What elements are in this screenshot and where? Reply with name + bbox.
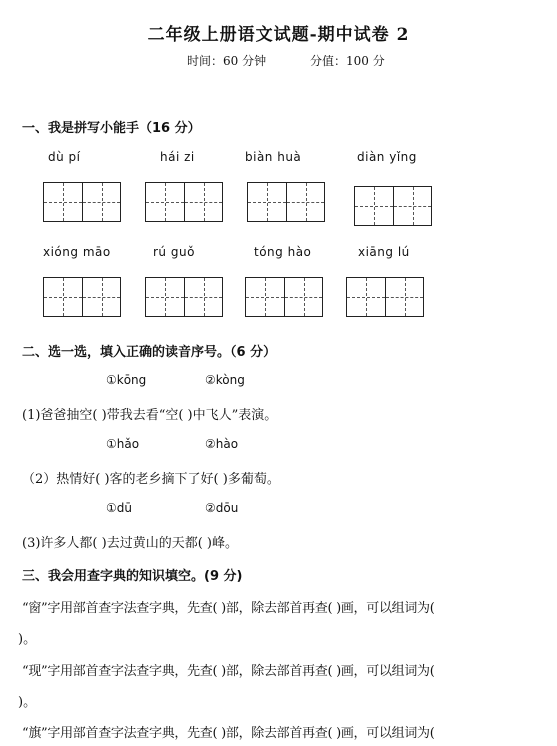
writing-grid[interactable] xyxy=(43,277,121,317)
pinyin-bianhua: biàn huà xyxy=(245,150,302,164)
section1-heading: 一、我是拼写小能手（16 分） xyxy=(22,121,201,136)
writing-grid[interactable] xyxy=(354,186,432,226)
exam-score: 分值：100 分 xyxy=(310,54,385,68)
pinyin-haizi: hái zi xyxy=(160,150,195,164)
writing-grid[interactable] xyxy=(145,182,223,222)
writing-grid[interactable] xyxy=(145,277,223,317)
question-2-1: (1)爸爸抽空( )带我去看“空( )中飞人”表演。 xyxy=(22,408,278,423)
question-2-2: （2）热情好( )客的老乡摘下了好( )多葡萄。 xyxy=(22,472,280,487)
q1-option-a: ①kōng xyxy=(106,373,147,387)
pinyin-xianglu: xiāng lú xyxy=(358,245,410,259)
q1-option-b: ②kòng xyxy=(205,373,245,387)
question-3-2-end: )。 xyxy=(18,695,37,710)
page-title: 二年级上册语文试题-期中试卷 2 xyxy=(147,25,410,45)
writing-grid[interactable] xyxy=(346,277,424,317)
pinyin-ruguo: rú guǒ xyxy=(153,245,195,259)
writing-grid[interactable] xyxy=(247,182,325,222)
writing-grid[interactable] xyxy=(43,182,121,222)
question-3-3: “旗”字用部首查字法查字典，先查( )部，除去部首再查( )画，可以组词为( xyxy=(22,726,435,741)
question-3-1: “窗”字用部首查字法查字典，先查( )部，除去部首再查( )画，可以组词为( xyxy=(22,601,435,616)
section2-heading: 二、选一选，填入正确的读音序号。（6 分） xyxy=(22,345,277,360)
pinyin-xiongmao: xióng māo xyxy=(43,245,111,259)
pinyin-dianying: diàn yǐng xyxy=(357,150,417,164)
exam-time: 时间：60 分钟 xyxy=(187,54,267,68)
question-3-1-end: )。 xyxy=(18,632,37,647)
q3-option-a: ①dū xyxy=(106,501,132,515)
q3-option-b: ②dōu xyxy=(205,501,239,515)
q2-option-b: ②hào xyxy=(205,437,239,451)
section3-heading: 三、我会用查字典的知识填空。(9 分) xyxy=(22,569,243,584)
question-3-2: “现”字用部首查字法查字典，先查( )部，除去部首再查( )画，可以组词为( xyxy=(22,664,435,679)
question-2-3: (3)许多人都( )去过黄山的天都( )峰。 xyxy=(22,536,238,551)
writing-grid[interactable] xyxy=(245,277,323,317)
pinyin-tonghao: tóng hào xyxy=(254,245,312,259)
pinyin-dupi: dù pí xyxy=(48,150,81,164)
q2-option-a: ①hǎo xyxy=(106,437,140,451)
